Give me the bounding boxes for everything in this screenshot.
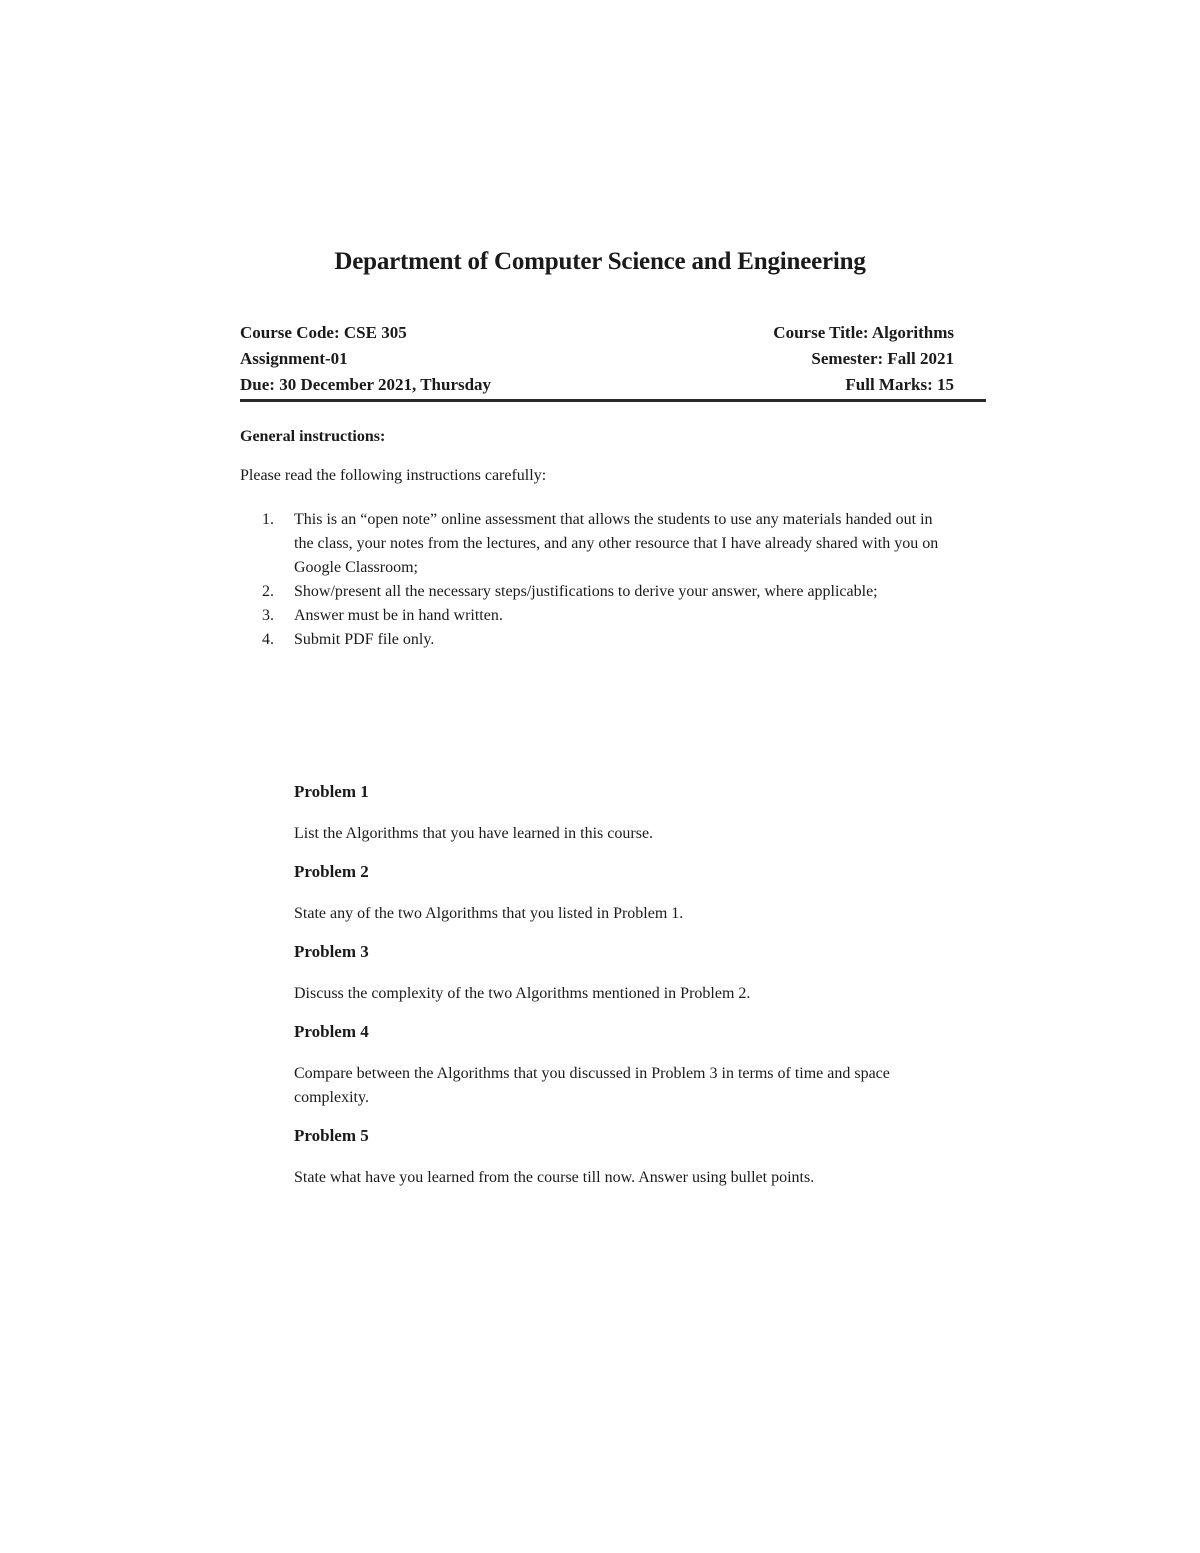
semester: Semester: Fall 2021 (811, 349, 954, 368)
full-marks: Full Marks: 15 (845, 375, 954, 394)
instruction-number: 3. (262, 607, 274, 624)
instruction-text: Answer must be in hand written. (294, 607, 503, 624)
problem-text: Compare between the Algorithms that you discussed in Problem 3 in terms of time and space complexity. (294, 1065, 890, 1106)
instruction-item (262, 604, 942, 628)
problem-title: Problem 2 (294, 862, 369, 881)
instruction-text: Submit PDF file only. (294, 631, 435, 648)
problem-2 (294, 860, 954, 926)
problem-text: Discuss the complexity of the two Algorithms mentioned in Problem 2. (294, 985, 751, 1002)
course-title: Course Title: Algorithms (773, 323, 954, 342)
instructions-list (262, 508, 942, 652)
page-title: Department of Computer Science and Engineering (334, 248, 866, 275)
problem-3 (294, 940, 954, 1006)
instructions-intro: Please read the following instructions carefully: (240, 467, 547, 484)
problem-1 (294, 780, 954, 846)
problem-title: Problem 1 (294, 782, 369, 801)
instruction-number: 2. (262, 583, 274, 600)
problem-title: Problem 4 (294, 1022, 369, 1041)
instruction-item (262, 508, 942, 580)
problem-text: State what have you learned from the course till now. Answer using bullet points. (294, 1169, 815, 1186)
problems-section (294, 780, 954, 1204)
course-code: Course Code: CSE 305 (240, 323, 407, 342)
instruction-number: 1. (262, 511, 274, 528)
instruction-text: This is an “open note” online assessment that allows the students to use any materials handed out in the class, your notes from the lectures, and any other resource that I have already shared with you on Google Classroom; (294, 511, 939, 576)
problem-title: Problem 3 (294, 942, 369, 961)
header-row-1 (240, 320, 986, 346)
problem-text: List the Algorithms that you have learned in this course. (294, 825, 654, 842)
instruction-text: Show/present all the necessary steps/justifications to derive your answer, where applicable; (294, 583, 878, 600)
problem-4 (294, 1020, 954, 1110)
assignment-label: Assignment-01 (240, 349, 348, 368)
course-header (240, 320, 986, 398)
problem-text: State any of the two Algorithms that you listed in Problem 1. (294, 905, 684, 922)
header-divider (240, 399, 986, 402)
instructions-heading: General instructions: (240, 428, 386, 445)
due-date: Due: 30 December 2021, Thursday (240, 375, 492, 394)
instruction-number: 4. (262, 631, 274, 648)
header-row-3 (240, 372, 986, 398)
problem-title: Problem 5 (294, 1126, 369, 1145)
problem-5 (294, 1124, 954, 1190)
header-row-2 (240, 346, 986, 372)
instruction-item (262, 628, 942, 652)
instruction-item (262, 580, 942, 604)
